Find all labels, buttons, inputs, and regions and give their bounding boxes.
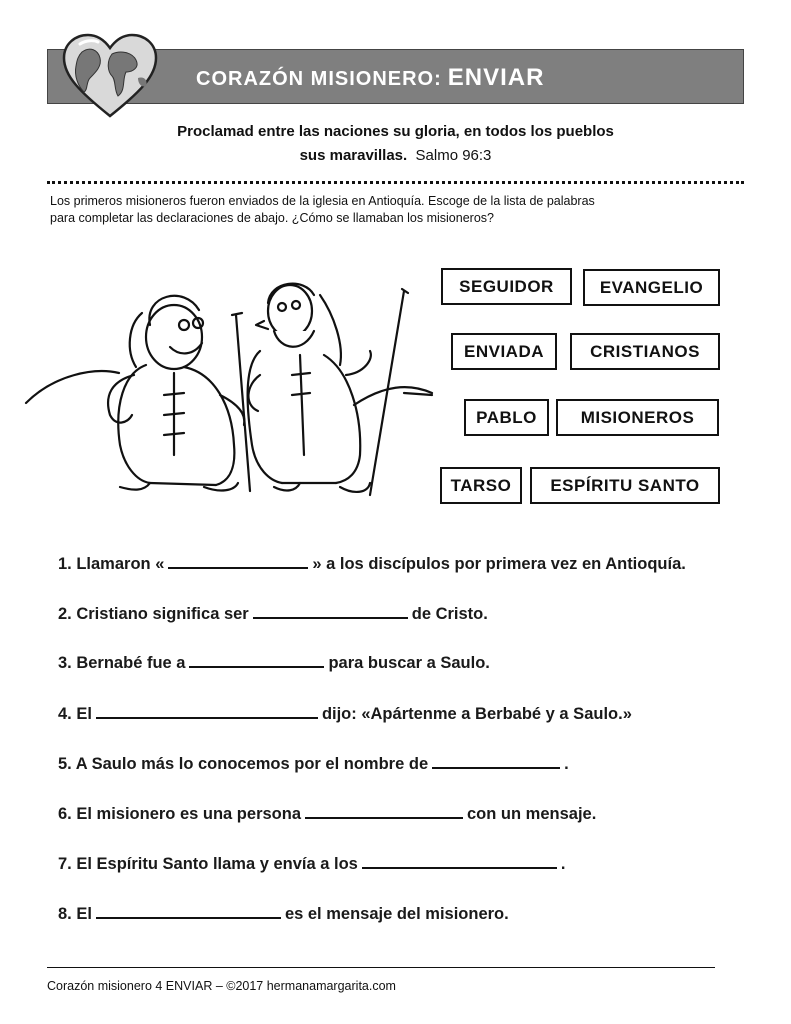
word-cristianos: CRISTIANOS [570, 333, 720, 370]
missionaries-illustration [24, 255, 434, 515]
verse-line2-text: sus maravillas. [299, 147, 408, 164]
word-enviada: ENVIADA [451, 333, 557, 370]
dotted-divider [47, 181, 744, 184]
answer-blank-6[interactable] [305, 816, 463, 819]
answer-blank-5[interactable] [432, 766, 560, 769]
question-4: 4. El dijo: «Apártenme a Berbabé y a Saulo.» [58, 705, 632, 723]
instructions-line1: Los primeros misioneros fueron enviados de la iglesia en Antioquía. Escoge de la lista de palabras [50, 194, 595, 208]
question-8: 8. El es el mensaje del misionero. [58, 905, 509, 923]
question-5: 5. A Saulo más lo conocemos por el nombre de . [58, 755, 569, 773]
question-7: 7. El Espíritu Santo llama y envía a los . [58, 855, 566, 873]
question-2: 2. Cristiano significa ser de Cristo. [58, 605, 488, 623]
footer-text: Corazón misionero 4 ENVIAR – ©2017 hermanamargarita.com [47, 979, 396, 993]
word-evangelio: EVANGELIO [583, 269, 720, 306]
verse-reference: Salmo 96:3 [415, 147, 492, 164]
answer-blank-4[interactable] [96, 716, 318, 719]
word-tarso: TARSO [440, 467, 522, 504]
word-misioneros: MISIONEROS [556, 399, 719, 436]
answer-blank-2[interactable] [253, 616, 408, 619]
answer-blank-1[interactable] [168, 566, 308, 569]
question-1: 1. Llamaron « » a los discípulos por primera vez en Antioquía. [58, 555, 686, 573]
question-6: 6. El misionero es una persona con un mensaje. [58, 805, 597, 823]
instructions-line2: para completar las declaraciones de abajo. ¿Cómo se llamaban los misioneros? [50, 211, 494, 225]
footer-divider [47, 967, 715, 968]
answer-blank-3[interactable] [189, 665, 324, 668]
question-3: 3. Bernabé fue a para buscar a Saulo. [58, 654, 490, 672]
word-pablo: PABLO [464, 399, 549, 436]
word-espiritu-santo: ESPÍRITU SANTO [530, 467, 720, 504]
answer-blank-7[interactable] [362, 866, 557, 869]
word-seguidor: SEGUIDOR [441, 268, 572, 305]
page-title [196, 64, 544, 92]
verse-line2 [0, 147, 791, 164]
verse-line1: Proclamad entre las naciones su gloria, en todos los pueblos [177, 123, 614, 140]
answer-blank-8[interactable] [96, 916, 281, 919]
title-part1: CORAZÓN MISIONERO: [196, 68, 442, 90]
title-part2: ENVIAR [447, 64, 545, 91]
heart-globe-icon [60, 32, 160, 120]
